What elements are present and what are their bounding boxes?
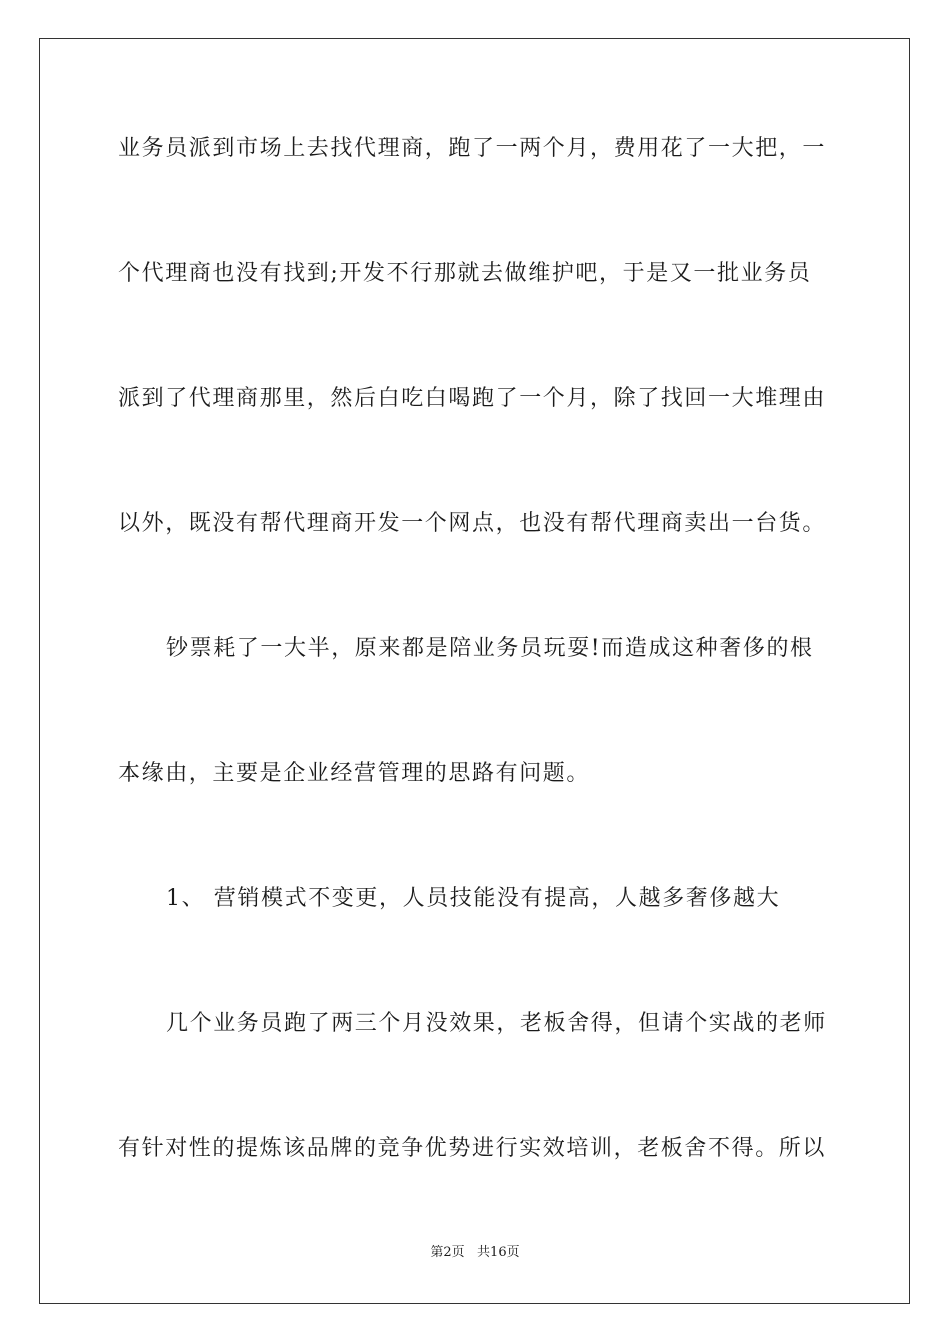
paragraph-line-4: 以外，既没有帮代理商开发一个网点，也没有帮代理商卖出一台货。 <box>118 511 827 536</box>
paragraph-line-2: 个代理商也没有找到;开发不行那就去做维护吧，于是又一批业务员 <box>118 261 812 286</box>
paragraph-line-6: 本缘由，主要是企业经营管理的思路有问题。 <box>118 761 591 786</box>
paragraph-line-3: 派到了代理商那里，然后白吃白喝跑了一个月，除了找回一大堆理由 <box>118 386 827 411</box>
paragraph-line-7: 几个业务员跑了两三个月没效果，老板舍得，但请个实战的老师 <box>166 1011 827 1036</box>
section-heading-1: 1、 营销模式不变更，人员技能没有提高，人越多奢侈越大 <box>166 886 781 911</box>
page-border <box>39 38 910 1304</box>
paragraph-line-5: 钞票耗了一大半，原来都是陪业务员玩耍!而造成这种奢侈的根 <box>166 636 814 661</box>
paragraph-line-1: 业务员派到市场上去找代理商，跑了一两个月，费用花了一大把，一 <box>118 136 827 161</box>
page-number-footer: 第2页 共16页 <box>430 1245 520 1260</box>
paragraph-line-8: 有针对性的提炼该品牌的竞争优势进行实效培训，老板舍不得。所以 <box>118 1136 827 1161</box>
